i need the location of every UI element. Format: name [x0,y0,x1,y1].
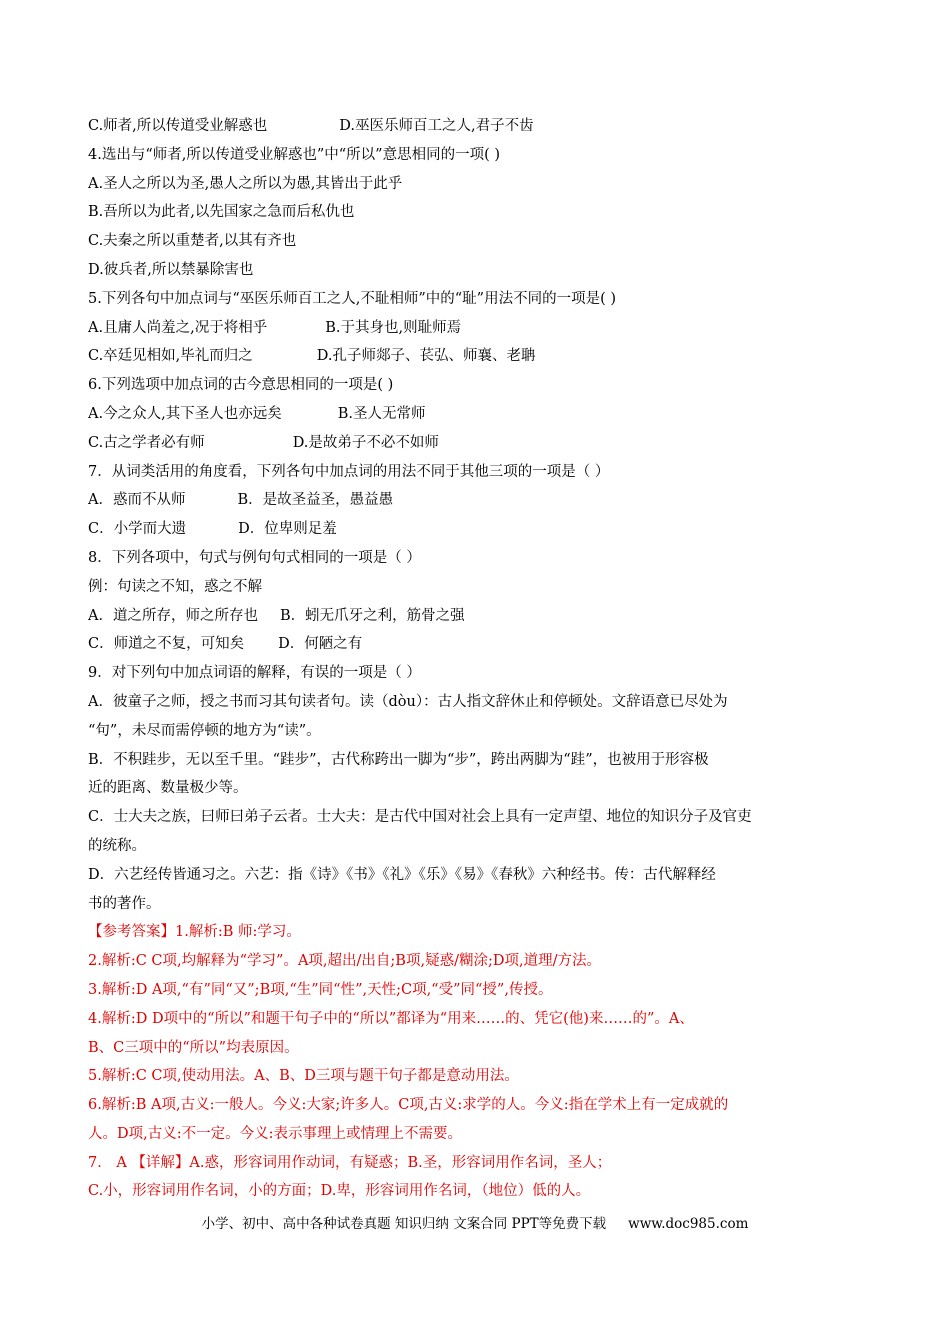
q5-option-a: A.且庸人尚羞之,况于将相乎 [88,319,268,336]
q8-options-ab [88,602,863,631]
q5-stem: 5.下列各句中加点词与“巫医乐师百工之人,不耻相师”中的“耻”用法不同的一项是( ) [88,290,617,307]
q9-option-c-line2: 的统称。 [88,837,146,854]
q7-option-c: C．小学而大遗 [88,521,187,538]
q9-stem: 9．对下列句中加点词语的解释，有误的一项是（ ） [88,665,421,682]
q4-option-b: B.吾所以为此者,以先国家之急而后私仇也 [88,204,355,221]
answer-5: 5.解析:C C项,使动用法。A、B、D三项与题干句子都是意动用法。 [88,1068,519,1085]
q9-option-c-line1: C．士大夫之族，曰师曰弟子云者。士大夫：是古代中国对社会上具有一定声望、地位的知识分子及官吏 [88,809,752,826]
q8-options-cd [88,630,863,659]
q4-option-a: A.圣人之所以为圣,愚人之所以为愚,其皆出于此乎 [88,175,403,192]
q6-stem: 6.下列选项中加点词的古今意思相同的一项是( ) [88,377,394,394]
q5-option-c: C.卒廷见相如,毕礼而归之 [88,348,253,365]
answer-7-line2: C.小，形容词用作名词，小的方面；D.卑，形容词用作名词，（地位）低的人。 [88,1183,591,1200]
answer-4-line2: B、C三项中的“所以”均表原因。 [88,1039,299,1056]
answer-3: 3.解析:D A项,“有”同“又”;B项,“生”同“性”,天性;C项,“受”同“授”,传授。 [88,981,553,998]
q8-stem: 8．下列各项中，句式与例句句式相同的一项是（ ） [88,549,421,566]
q6-option-a: A.今之众人,其下圣人也亦远矣 [88,405,282,422]
q9-option-b-line1: B．不积跬步，无以至千里。“跬步”，古代称跨出一脚为“步”，跨出两脚为“跬”，也被用于形容极 [88,751,709,768]
q9-option-a-line2: “句”，未尽而需停顿的地方为“读”。 [88,722,321,739]
answer-7-line1: 7． A 【详解】A.惑，形容词用作动词，有疑惑；B.圣，形容词用作名词，圣人； [88,1154,612,1171]
q6-option-b: B.圣人无常师 [337,405,426,422]
answer-6-line1: 6.解析:B A项,古义:一般人。今义:大家;许多人。C项,古义:求学的人。今义:指在学术上有一定成就的 [88,1097,729,1114]
q8-option-c: C．师道之不复，可知矣 [88,636,245,653]
q6-options-cd [88,429,863,458]
q9-option-a-line1: A．彼童子之师，授之书而习其句读者句。读（dòu）：古人指文辞休止和停顿处。文辞语意已尽处为 [88,693,728,710]
q8-option-a: A．道之所存，师之所存也 [88,607,258,624]
q3-option-c: C.师者,所以传道受业解惑也 [88,118,268,134]
q8-option-d: D．何陋之有 [278,636,363,653]
q9-option-d-line2: 书的著作。 [88,895,161,912]
answer-4-line1: 4.解析:D D项中的“所以”和题干句子中的“所以”都译为“用来……的、凭它(他)来……的”。A、 [88,1010,694,1027]
footer-text: 小学、初中、高中各种试卷真题 知识归纳 文案合同 PPT等免费下载 [201,1216,607,1232]
q7-options-ab [88,486,863,515]
q6-options-ab [88,400,863,429]
q6-option-c: C.古之学者必有师 [88,434,205,451]
q8-example: 例：句读之不知，惑之不解 [88,578,262,595]
q4-option-d: D.彼兵者,所以禁暴除害也 [88,261,254,278]
page-content [88,112,863,1206]
q4-stem: 4.选出与“师者,所以传道受业解惑也”中“所以”意思相同的一项( ) [88,146,501,163]
q5-option-d: D.孔子师郯子、苌弘、师襄、老聃 [316,348,536,365]
page-footer [0,1212,950,1232]
q3-options-cd [88,112,863,141]
q9-option-b-line2: 近的距离、数量极少等。 [88,780,248,797]
q5-option-b: B.于其身也,则耻师焉 [325,319,462,336]
q8-option-b: B．蚓无爪牙之利，筋骨之强 [279,607,465,624]
answer-header-label: 【参考答案】 [88,924,175,941]
q4-option-c: C.夫秦之所以重楚者,以其有齐也 [88,233,297,250]
q7-options-cd [88,515,863,544]
q7-stem: 7．从词类活用的角度看，下列各句中加点词的用法不同于其他三项的一项是（ ） [88,463,610,480]
answer-1 [88,918,863,947]
answer-1-text: 1.解析:B 师:学习。 [175,924,301,941]
q6-option-d: D.是故弟子不必不如师 [292,434,439,451]
answer-2: 2.解析:C C项,均解释为“学习”。A项,超出/出自;B项,疑惑/糊涂;D项,道理/方法。 [88,953,601,970]
q7-option-b: B．是故圣益圣，愚益愚 [237,492,394,509]
footer-url-link[interactable]: www.doc985.com [628,1216,749,1232]
q3-option-d: D.巫医乐师百工之人,君子不齿 [339,118,534,134]
answer-6-line2: 人。D项,古义:不一定。今义:表示事理上或情理上不需要。 [88,1125,463,1142]
q7-option-d: D．位卑则足羞 [238,521,337,538]
q9-option-d-line1: D．六艺经传皆通习之。六艺：指《诗》《书》《礼》《乐》《易》《春秋》六种经书。传：古代解释经 [88,866,716,883]
q7-option-a: A．惑而不从师 [88,492,186,509]
q5-options-cd [88,342,863,371]
q5-options-ab [88,314,863,343]
